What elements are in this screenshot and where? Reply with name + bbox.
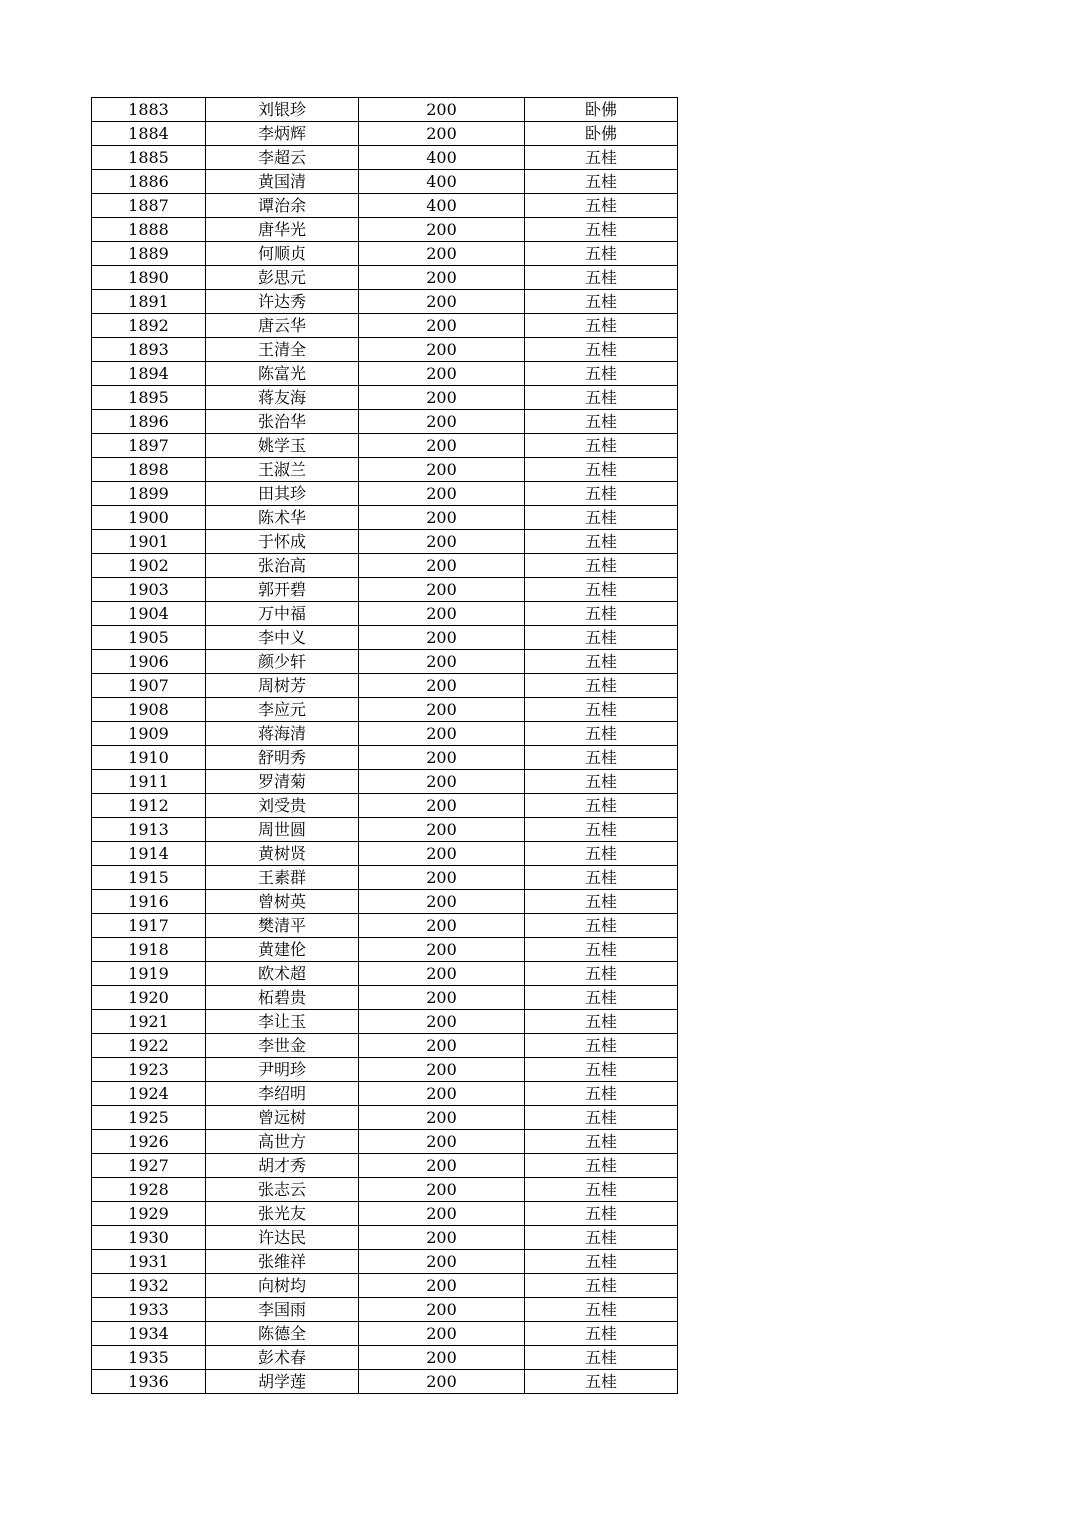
amount-cell: 200 xyxy=(359,1082,525,1106)
row-number-cell: 1884 xyxy=(92,122,206,146)
name-cell: 王淑兰 xyxy=(206,458,359,482)
table-row xyxy=(92,986,678,1010)
name-cell: 尹明珍 xyxy=(206,1058,359,1082)
amount-cell: 200 xyxy=(359,794,525,818)
row-number-cell: 1893 xyxy=(92,338,206,362)
row-number-cell: 1895 xyxy=(92,386,206,410)
row-number-cell: 1933 xyxy=(92,1298,206,1322)
name-cell: 曾树英 xyxy=(206,890,359,914)
location-cell: 五桂 xyxy=(525,698,678,722)
row-number-cell: 1923 xyxy=(92,1058,206,1082)
name-cell: 胡才秀 xyxy=(206,1154,359,1178)
row-number-cell: 1925 xyxy=(92,1106,206,1130)
location-cell: 五桂 xyxy=(525,554,678,578)
table-row xyxy=(92,914,678,938)
amount-cell: 200 xyxy=(359,362,525,386)
row-number-cell: 1926 xyxy=(92,1130,206,1154)
location-cell: 五桂 xyxy=(525,482,678,506)
table-row xyxy=(92,578,678,602)
name-cell: 陈富光 xyxy=(206,362,359,386)
location-cell: 五桂 xyxy=(525,458,678,482)
name-cell: 曾远树 xyxy=(206,1106,359,1130)
amount-cell: 200 xyxy=(359,674,525,698)
amount-cell: 200 xyxy=(359,218,525,242)
location-cell: 五桂 xyxy=(525,1226,678,1250)
name-cell: 王素群 xyxy=(206,866,359,890)
location-cell: 五桂 xyxy=(525,866,678,890)
amount-cell: 200 xyxy=(359,770,525,794)
location-cell: 五桂 xyxy=(525,674,678,698)
name-cell: 张光友 xyxy=(206,1202,359,1226)
name-cell: 黄建伦 xyxy=(206,938,359,962)
location-cell: 五桂 xyxy=(525,1106,678,1130)
table-row xyxy=(92,122,678,146)
table-row xyxy=(92,530,678,554)
name-cell: 陈术华 xyxy=(206,506,359,530)
amount-cell: 200 xyxy=(359,1058,525,1082)
location-cell: 五桂 xyxy=(525,1202,678,1226)
location-cell: 五桂 xyxy=(525,1154,678,1178)
name-cell: 李超云 xyxy=(206,146,359,170)
row-number-cell: 1934 xyxy=(92,1322,206,1346)
name-cell: 罗清菊 xyxy=(206,770,359,794)
amount-cell: 200 xyxy=(359,410,525,434)
row-number-cell: 1900 xyxy=(92,506,206,530)
name-cell: 许达秀 xyxy=(206,290,359,314)
location-cell: 五桂 xyxy=(525,602,678,626)
table-row xyxy=(92,554,678,578)
row-number-cell: 1936 xyxy=(92,1370,206,1394)
table-row xyxy=(92,1274,678,1298)
location-cell: 五桂 xyxy=(525,1250,678,1274)
name-cell: 万中福 xyxy=(206,602,359,626)
table-row xyxy=(92,146,678,170)
name-cell: 许达民 xyxy=(206,1226,359,1250)
table-row xyxy=(92,98,678,122)
amount-cell: 200 xyxy=(359,914,525,938)
table-row xyxy=(92,386,678,410)
amount-cell: 200 xyxy=(359,1202,525,1226)
name-cell: 田其珍 xyxy=(206,482,359,506)
table-row xyxy=(92,1130,678,1154)
row-number-cell: 1883 xyxy=(92,98,206,122)
location-cell: 五桂 xyxy=(525,1298,678,1322)
amount-cell: 200 xyxy=(359,1250,525,1274)
table-row xyxy=(92,1082,678,1106)
name-cell: 李让玉 xyxy=(206,1010,359,1034)
table-row xyxy=(92,194,678,218)
location-cell: 五桂 xyxy=(525,1370,678,1394)
name-cell: 郭开碧 xyxy=(206,578,359,602)
row-number-cell: 1898 xyxy=(92,458,206,482)
table-body xyxy=(92,98,678,1394)
amount-cell: 200 xyxy=(359,842,525,866)
amount-cell: 200 xyxy=(359,1178,525,1202)
table-row xyxy=(92,506,678,530)
name-cell: 欧术超 xyxy=(206,962,359,986)
row-number-cell: 1909 xyxy=(92,722,206,746)
amount-cell: 200 xyxy=(359,434,525,458)
row-number-cell: 1906 xyxy=(92,650,206,674)
location-cell: 五桂 xyxy=(525,842,678,866)
location-cell: 五桂 xyxy=(525,578,678,602)
table-row xyxy=(92,1298,678,1322)
name-cell: 张志云 xyxy=(206,1178,359,1202)
table-row xyxy=(92,626,678,650)
location-cell: 五桂 xyxy=(525,506,678,530)
row-number-cell: 1908 xyxy=(92,698,206,722)
table-row xyxy=(92,1370,678,1394)
amount-cell: 200 xyxy=(359,314,525,338)
row-number-cell: 1886 xyxy=(92,170,206,194)
location-cell: 五桂 xyxy=(525,914,678,938)
name-cell: 蒋友海 xyxy=(206,386,359,410)
location-cell: 五桂 xyxy=(525,962,678,986)
table-row xyxy=(92,1058,678,1082)
table-row xyxy=(92,674,678,698)
name-cell: 李应元 xyxy=(206,698,359,722)
table-row xyxy=(92,482,678,506)
table-row xyxy=(92,1010,678,1034)
amount-cell: 200 xyxy=(359,698,525,722)
table-row xyxy=(92,1106,678,1130)
row-number-cell: 1935 xyxy=(92,1346,206,1370)
row-number-cell: 1917 xyxy=(92,914,206,938)
table-row xyxy=(92,1178,678,1202)
row-number-cell: 1924 xyxy=(92,1082,206,1106)
table-row xyxy=(92,170,678,194)
table-row xyxy=(92,1250,678,1274)
table-row xyxy=(92,1154,678,1178)
row-number-cell: 1901 xyxy=(92,530,206,554)
row-number-cell: 1931 xyxy=(92,1250,206,1274)
name-cell: 彭术春 xyxy=(206,1346,359,1370)
row-number-cell: 1913 xyxy=(92,818,206,842)
name-cell: 彭思元 xyxy=(206,266,359,290)
name-cell: 谭治余 xyxy=(206,194,359,218)
row-number-cell: 1903 xyxy=(92,578,206,602)
amount-cell: 200 xyxy=(359,866,525,890)
table-row xyxy=(92,866,678,890)
table-row xyxy=(92,770,678,794)
name-cell: 陈德全 xyxy=(206,1322,359,1346)
table-row xyxy=(92,722,678,746)
amount-cell: 200 xyxy=(359,626,525,650)
amount-cell: 200 xyxy=(359,386,525,410)
row-number-cell: 1894 xyxy=(92,362,206,386)
location-cell: 五桂 xyxy=(525,1010,678,1034)
data-table xyxy=(91,97,678,1394)
location-cell: 五桂 xyxy=(525,1034,678,1058)
table-row xyxy=(92,962,678,986)
row-number-cell: 1927 xyxy=(92,1154,206,1178)
table-row xyxy=(92,698,678,722)
row-number-cell: 1911 xyxy=(92,770,206,794)
amount-cell: 200 xyxy=(359,482,525,506)
location-cell: 五桂 xyxy=(525,410,678,434)
name-cell: 周树芳 xyxy=(206,674,359,698)
amount-cell: 200 xyxy=(359,506,525,530)
name-cell: 颜少轩 xyxy=(206,650,359,674)
location-cell: 五桂 xyxy=(525,170,678,194)
name-cell: 胡学莲 xyxy=(206,1370,359,1394)
amount-cell: 200 xyxy=(359,578,525,602)
amount-cell: 200 xyxy=(359,1370,525,1394)
table-row xyxy=(92,1034,678,1058)
amount-cell: 400 xyxy=(359,146,525,170)
amount-cell: 200 xyxy=(359,530,525,554)
row-number-cell: 1920 xyxy=(92,986,206,1010)
name-cell: 李世金 xyxy=(206,1034,359,1058)
amount-cell: 200 xyxy=(359,1010,525,1034)
name-cell: 刘受贵 xyxy=(206,794,359,818)
location-cell: 五桂 xyxy=(525,626,678,650)
amount-cell: 200 xyxy=(359,1130,525,1154)
name-cell: 唐华光 xyxy=(206,218,359,242)
amount-cell: 200 xyxy=(359,266,525,290)
row-number-cell: 1907 xyxy=(92,674,206,698)
amount-cell: 200 xyxy=(359,650,525,674)
location-cell: 五桂 xyxy=(525,770,678,794)
location-cell: 五桂 xyxy=(525,1082,678,1106)
table-row xyxy=(92,602,678,626)
table-row xyxy=(92,938,678,962)
row-number-cell: 1916 xyxy=(92,890,206,914)
row-number-cell: 1910 xyxy=(92,746,206,770)
location-cell: 五桂 xyxy=(525,218,678,242)
location-cell: 五桂 xyxy=(525,818,678,842)
amount-cell: 200 xyxy=(359,1346,525,1370)
row-number-cell: 1902 xyxy=(92,554,206,578)
location-cell: 五桂 xyxy=(525,746,678,770)
row-number-cell: 1889 xyxy=(92,242,206,266)
amount-cell: 200 xyxy=(359,242,525,266)
location-cell: 五桂 xyxy=(525,434,678,458)
table-row xyxy=(92,1322,678,1346)
row-number-cell: 1896 xyxy=(92,410,206,434)
row-number-cell: 1887 xyxy=(92,194,206,218)
amount-cell: 200 xyxy=(359,98,525,122)
amount-cell: 200 xyxy=(359,1322,525,1346)
amount-cell: 200 xyxy=(359,962,525,986)
amount-cell: 200 xyxy=(359,1154,525,1178)
row-number-cell: 1922 xyxy=(92,1034,206,1058)
table-row xyxy=(92,338,678,362)
location-cell: 五桂 xyxy=(525,1346,678,1370)
table-row xyxy=(92,818,678,842)
amount-cell: 200 xyxy=(359,1034,525,1058)
name-cell: 姚学玉 xyxy=(206,434,359,458)
location-cell: 五桂 xyxy=(525,1058,678,1082)
amount-cell: 200 xyxy=(359,290,525,314)
amount-cell: 200 xyxy=(359,1274,525,1298)
location-cell: 五桂 xyxy=(525,938,678,962)
table-row xyxy=(92,1202,678,1226)
row-number-cell: 1899 xyxy=(92,482,206,506)
location-cell: 五桂 xyxy=(525,1130,678,1154)
location-cell: 卧佛 xyxy=(525,122,678,146)
location-cell: 五桂 xyxy=(525,794,678,818)
location-cell: 五桂 xyxy=(525,386,678,410)
location-cell: 五桂 xyxy=(525,338,678,362)
name-cell: 舒明秀 xyxy=(206,746,359,770)
row-number-cell: 1892 xyxy=(92,314,206,338)
table-row xyxy=(92,434,678,458)
amount-cell: 200 xyxy=(359,554,525,578)
amount-cell: 200 xyxy=(359,338,525,362)
table-row xyxy=(92,458,678,482)
location-cell: 五桂 xyxy=(525,194,678,218)
row-number-cell: 1905 xyxy=(92,626,206,650)
name-cell: 刘银珍 xyxy=(206,98,359,122)
row-number-cell: 1888 xyxy=(92,218,206,242)
amount-cell: 400 xyxy=(359,170,525,194)
amount-cell: 200 xyxy=(359,890,525,914)
location-cell: 五桂 xyxy=(525,146,678,170)
amount-cell: 200 xyxy=(359,1298,525,1322)
location-cell: 五桂 xyxy=(525,362,678,386)
table-row xyxy=(92,314,678,338)
row-number-cell: 1897 xyxy=(92,434,206,458)
amount-cell: 200 xyxy=(359,602,525,626)
location-cell: 五桂 xyxy=(525,986,678,1010)
name-cell: 于怀成 xyxy=(206,530,359,554)
row-number-cell: 1885 xyxy=(92,146,206,170)
location-cell: 五桂 xyxy=(525,1322,678,1346)
amount-cell: 200 xyxy=(359,1226,525,1250)
row-number-cell: 1932 xyxy=(92,1274,206,1298)
location-cell: 五桂 xyxy=(525,266,678,290)
name-cell: 王清全 xyxy=(206,338,359,362)
amount-cell: 200 xyxy=(359,746,525,770)
name-cell: 黄树贤 xyxy=(206,842,359,866)
location-cell: 五桂 xyxy=(525,890,678,914)
location-cell: 五桂 xyxy=(525,290,678,314)
name-cell: 李炳辉 xyxy=(206,122,359,146)
table-row xyxy=(92,242,678,266)
table-row xyxy=(92,794,678,818)
amount-cell: 200 xyxy=(359,122,525,146)
row-number-cell: 1891 xyxy=(92,290,206,314)
table-row xyxy=(92,218,678,242)
amount-cell: 200 xyxy=(359,722,525,746)
table-row xyxy=(92,1226,678,1250)
table-row xyxy=(92,650,678,674)
location-cell: 五桂 xyxy=(525,650,678,674)
row-number-cell: 1918 xyxy=(92,938,206,962)
name-cell: 周世圆 xyxy=(206,818,359,842)
table-row xyxy=(92,842,678,866)
amount-cell: 200 xyxy=(359,818,525,842)
amount-cell: 200 xyxy=(359,986,525,1010)
location-cell: 五桂 xyxy=(525,1274,678,1298)
table-row xyxy=(92,746,678,770)
name-cell: 何顺贞 xyxy=(206,242,359,266)
row-number-cell: 1928 xyxy=(92,1178,206,1202)
name-cell: 张治华 xyxy=(206,410,359,434)
amount-cell: 200 xyxy=(359,458,525,482)
name-cell: 黄国清 xyxy=(206,170,359,194)
table-row xyxy=(92,266,678,290)
location-cell: 五桂 xyxy=(525,530,678,554)
row-number-cell: 1921 xyxy=(92,1010,206,1034)
name-cell: 柘碧贵 xyxy=(206,986,359,1010)
name-cell: 张治高 xyxy=(206,554,359,578)
table-row xyxy=(92,410,678,434)
table-row xyxy=(92,362,678,386)
row-number-cell: 1919 xyxy=(92,962,206,986)
table-row xyxy=(92,890,678,914)
location-cell: 五桂 xyxy=(525,722,678,746)
table-row xyxy=(92,290,678,314)
row-number-cell: 1929 xyxy=(92,1202,206,1226)
location-cell: 五桂 xyxy=(525,242,678,266)
location-cell: 五桂 xyxy=(525,314,678,338)
name-cell: 李国雨 xyxy=(206,1298,359,1322)
row-number-cell: 1912 xyxy=(92,794,206,818)
row-number-cell: 1915 xyxy=(92,866,206,890)
name-cell: 樊清平 xyxy=(206,914,359,938)
name-cell: 李绍明 xyxy=(206,1082,359,1106)
name-cell: 高世方 xyxy=(206,1130,359,1154)
row-number-cell: 1914 xyxy=(92,842,206,866)
location-cell: 五桂 xyxy=(525,1178,678,1202)
amount-cell: 200 xyxy=(359,1106,525,1130)
amount-cell: 400 xyxy=(359,194,525,218)
name-cell: 李中义 xyxy=(206,626,359,650)
row-number-cell: 1904 xyxy=(92,602,206,626)
location-cell: 卧佛 xyxy=(525,98,678,122)
amount-cell: 200 xyxy=(359,938,525,962)
name-cell: 唐云华 xyxy=(206,314,359,338)
row-number-cell: 1930 xyxy=(92,1226,206,1250)
name-cell: 张维祥 xyxy=(206,1250,359,1274)
name-cell: 蒋海清 xyxy=(206,722,359,746)
name-cell: 向树均 xyxy=(206,1274,359,1298)
table-row xyxy=(92,1346,678,1370)
row-number-cell: 1890 xyxy=(92,266,206,290)
